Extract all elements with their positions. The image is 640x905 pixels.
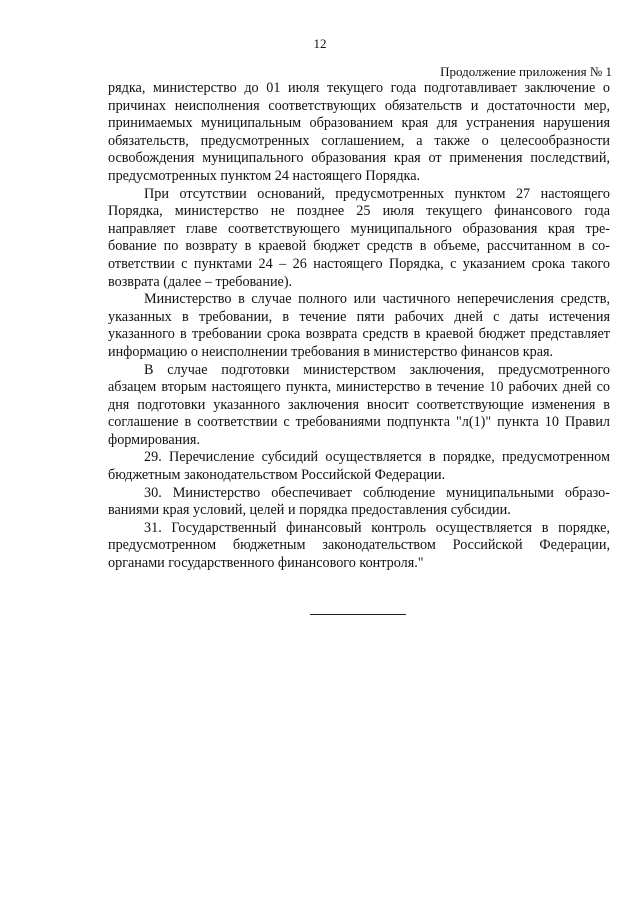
paragraph-non-transfer: Министерство в случае полного или частичного неперечисления средств, указанных в требовании, в течение пяти рабочих дней с даты истечения указанного в требовании срока возврата средств в краевой бюджет представляет информацию о неисполнении требования в министерство финансов края. <box>108 291 610 360</box>
paragraph-continuation: рядка, министерство до 01 июля текущего года подготавливает заключение о причинах неисполнения соответствующих обязательств и достаточности мер, принимаемых муниципальным образованием края для устранения нарушения обязательств, предусмотренных соглашением, а также о целесообразности освобождения муниципального образования края от применения последствий, предусмотренных пунктом 24 настоящего Порядка. <box>108 80 610 184</box>
paragraph-item-31: 31. Государственный финансовый контроль осуществляется в порядке, предусмотренном бюджетным законодательством Российской Федерации, органами государственного финансового контроля." <box>108 519 610 572</box>
paragraph-item-29: 29. Перечисление субсидий осуществляется в порядке, предусмотренном бюджетным законодательством Российской Федерации. <box>108 449 610 484</box>
page-number: 12 <box>313 36 327 51</box>
end-of-document-rule <box>310 614 406 615</box>
document-body <box>108 80 610 573</box>
paragraph-item-30: 30. Министерство обеспечивает соблюдение муниципальными образованиями края условий, целей и порядка предоставления субсидии. <box>108 484 610 519</box>
paragraph-no-grounds: При отсутствии оснований, предусмотренных пунктом 27 настоящего Порядка, министерство не позднее 25 июля текущего финансового года направляет главе соответствующего муниципального образования края требование по возврату в краевой бюджет средств в объеме, рассчитанном в соответствии с пунктами 24 – 26 настоящего Порядка, с указанием срока такого возврата (далее – требование). <box>108 185 610 290</box>
appendix-continuation-note: Продолжение приложения № 1 <box>440 64 612 79</box>
paragraph-conclusion-amendments: В случае подготовки министерством заключения, предусмотренного абзацем вторым настоящего пункта, министерство в течение 10 рабочих дней со дня подготовки указанного заключения вносит соответствующие изменения в соглашение в соответствии с требованиями подпункта "л(1)" пункта 10 Правил формирования. <box>108 361 610 448</box>
